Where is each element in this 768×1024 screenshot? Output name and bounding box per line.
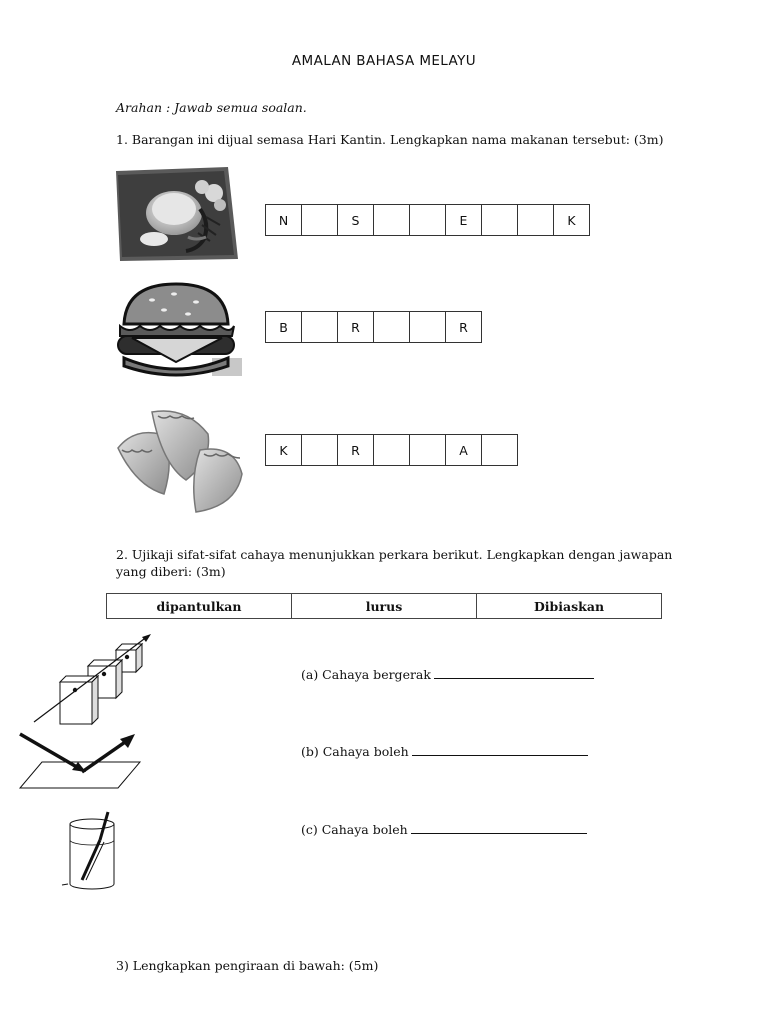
letter-box: R: [337, 311, 374, 343]
word-bank-table: [106, 593, 662, 619]
blank-letter-box[interactable]: [409, 204, 446, 236]
answer-a-blank[interactable]: [434, 666, 594, 679]
letter-box: A: [445, 434, 482, 466]
answer-row-1: [265, 204, 590, 236]
letter-box: E: [445, 204, 482, 236]
reflection-diagram: [18, 730, 143, 792]
answer-row-3: [265, 434, 518, 466]
nasi-lemak-image: [116, 167, 238, 261]
blank-letter-box[interactable]: [373, 204, 410, 236]
answer-a-text: (a) Cahaya bergerak: [301, 667, 431, 682]
refraction-diagram: [60, 810, 124, 892]
letter-box: S: [337, 204, 374, 236]
blank-letter-box[interactable]: [481, 204, 518, 236]
question-3-text: 3) Lengkapkan pengiraan di bawah: (5m): [116, 958, 379, 973]
letter-box: K: [265, 434, 302, 466]
letter-box: R: [337, 434, 374, 466]
answer-c: [301, 821, 587, 837]
word-bank-cell: dipantulkan: [156, 598, 242, 614]
blank-letter-box[interactable]: [409, 311, 446, 343]
word-bank-cell: lurus: [291, 594, 476, 618]
letter-box: N: [265, 204, 302, 236]
page-title: AMALAN BAHASA MELAYU: [291, 53, 477, 69]
word-bank-cell: Dibiaskan: [476, 594, 661, 618]
blank-letter-box[interactable]: [373, 434, 410, 466]
question-2-text: 2. Ujikaji sifat-sifat cahaya menunjukkan perkara berikut. Lengkapkan dengan jawapan yang diberi: (3m): [116, 547, 673, 579]
karipap-image: [116, 408, 244, 516]
blank-letter-box[interactable]: [301, 204, 338, 236]
letter-box: K: [553, 204, 590, 236]
straight-light-diagram: [30, 630, 160, 730]
question-1-text: 1. Barangan ini dijual semasa Hari Kantin. Lengkapkan nama makanan tersebut: (3m): [116, 132, 664, 147]
blank-letter-box[interactable]: [517, 204, 554, 236]
letter-box: B: [265, 311, 302, 343]
answer-b-blank[interactable]: [412, 743, 588, 756]
blank-letter-box[interactable]: [301, 311, 338, 343]
blank-letter-box[interactable]: [301, 434, 338, 466]
blank-letter-box[interactable]: [409, 434, 446, 466]
blank-letter-box[interactable]: [481, 434, 518, 466]
letter-box: R: [445, 311, 482, 343]
blank-letter-box[interactable]: [373, 311, 410, 343]
instruction-text: Arahan : Jawab semua soalan.: [116, 100, 307, 115]
answer-c-blank[interactable]: [411, 821, 587, 834]
answer-a: [301, 666, 594, 682]
answer-b-text: (b) Cahaya boleh: [301, 744, 409, 759]
burger-image: [112, 282, 242, 382]
answer-b: [301, 743, 588, 759]
answer-c-text: (c) Cahaya boleh: [301, 822, 408, 837]
answer-row-2: [265, 311, 482, 343]
